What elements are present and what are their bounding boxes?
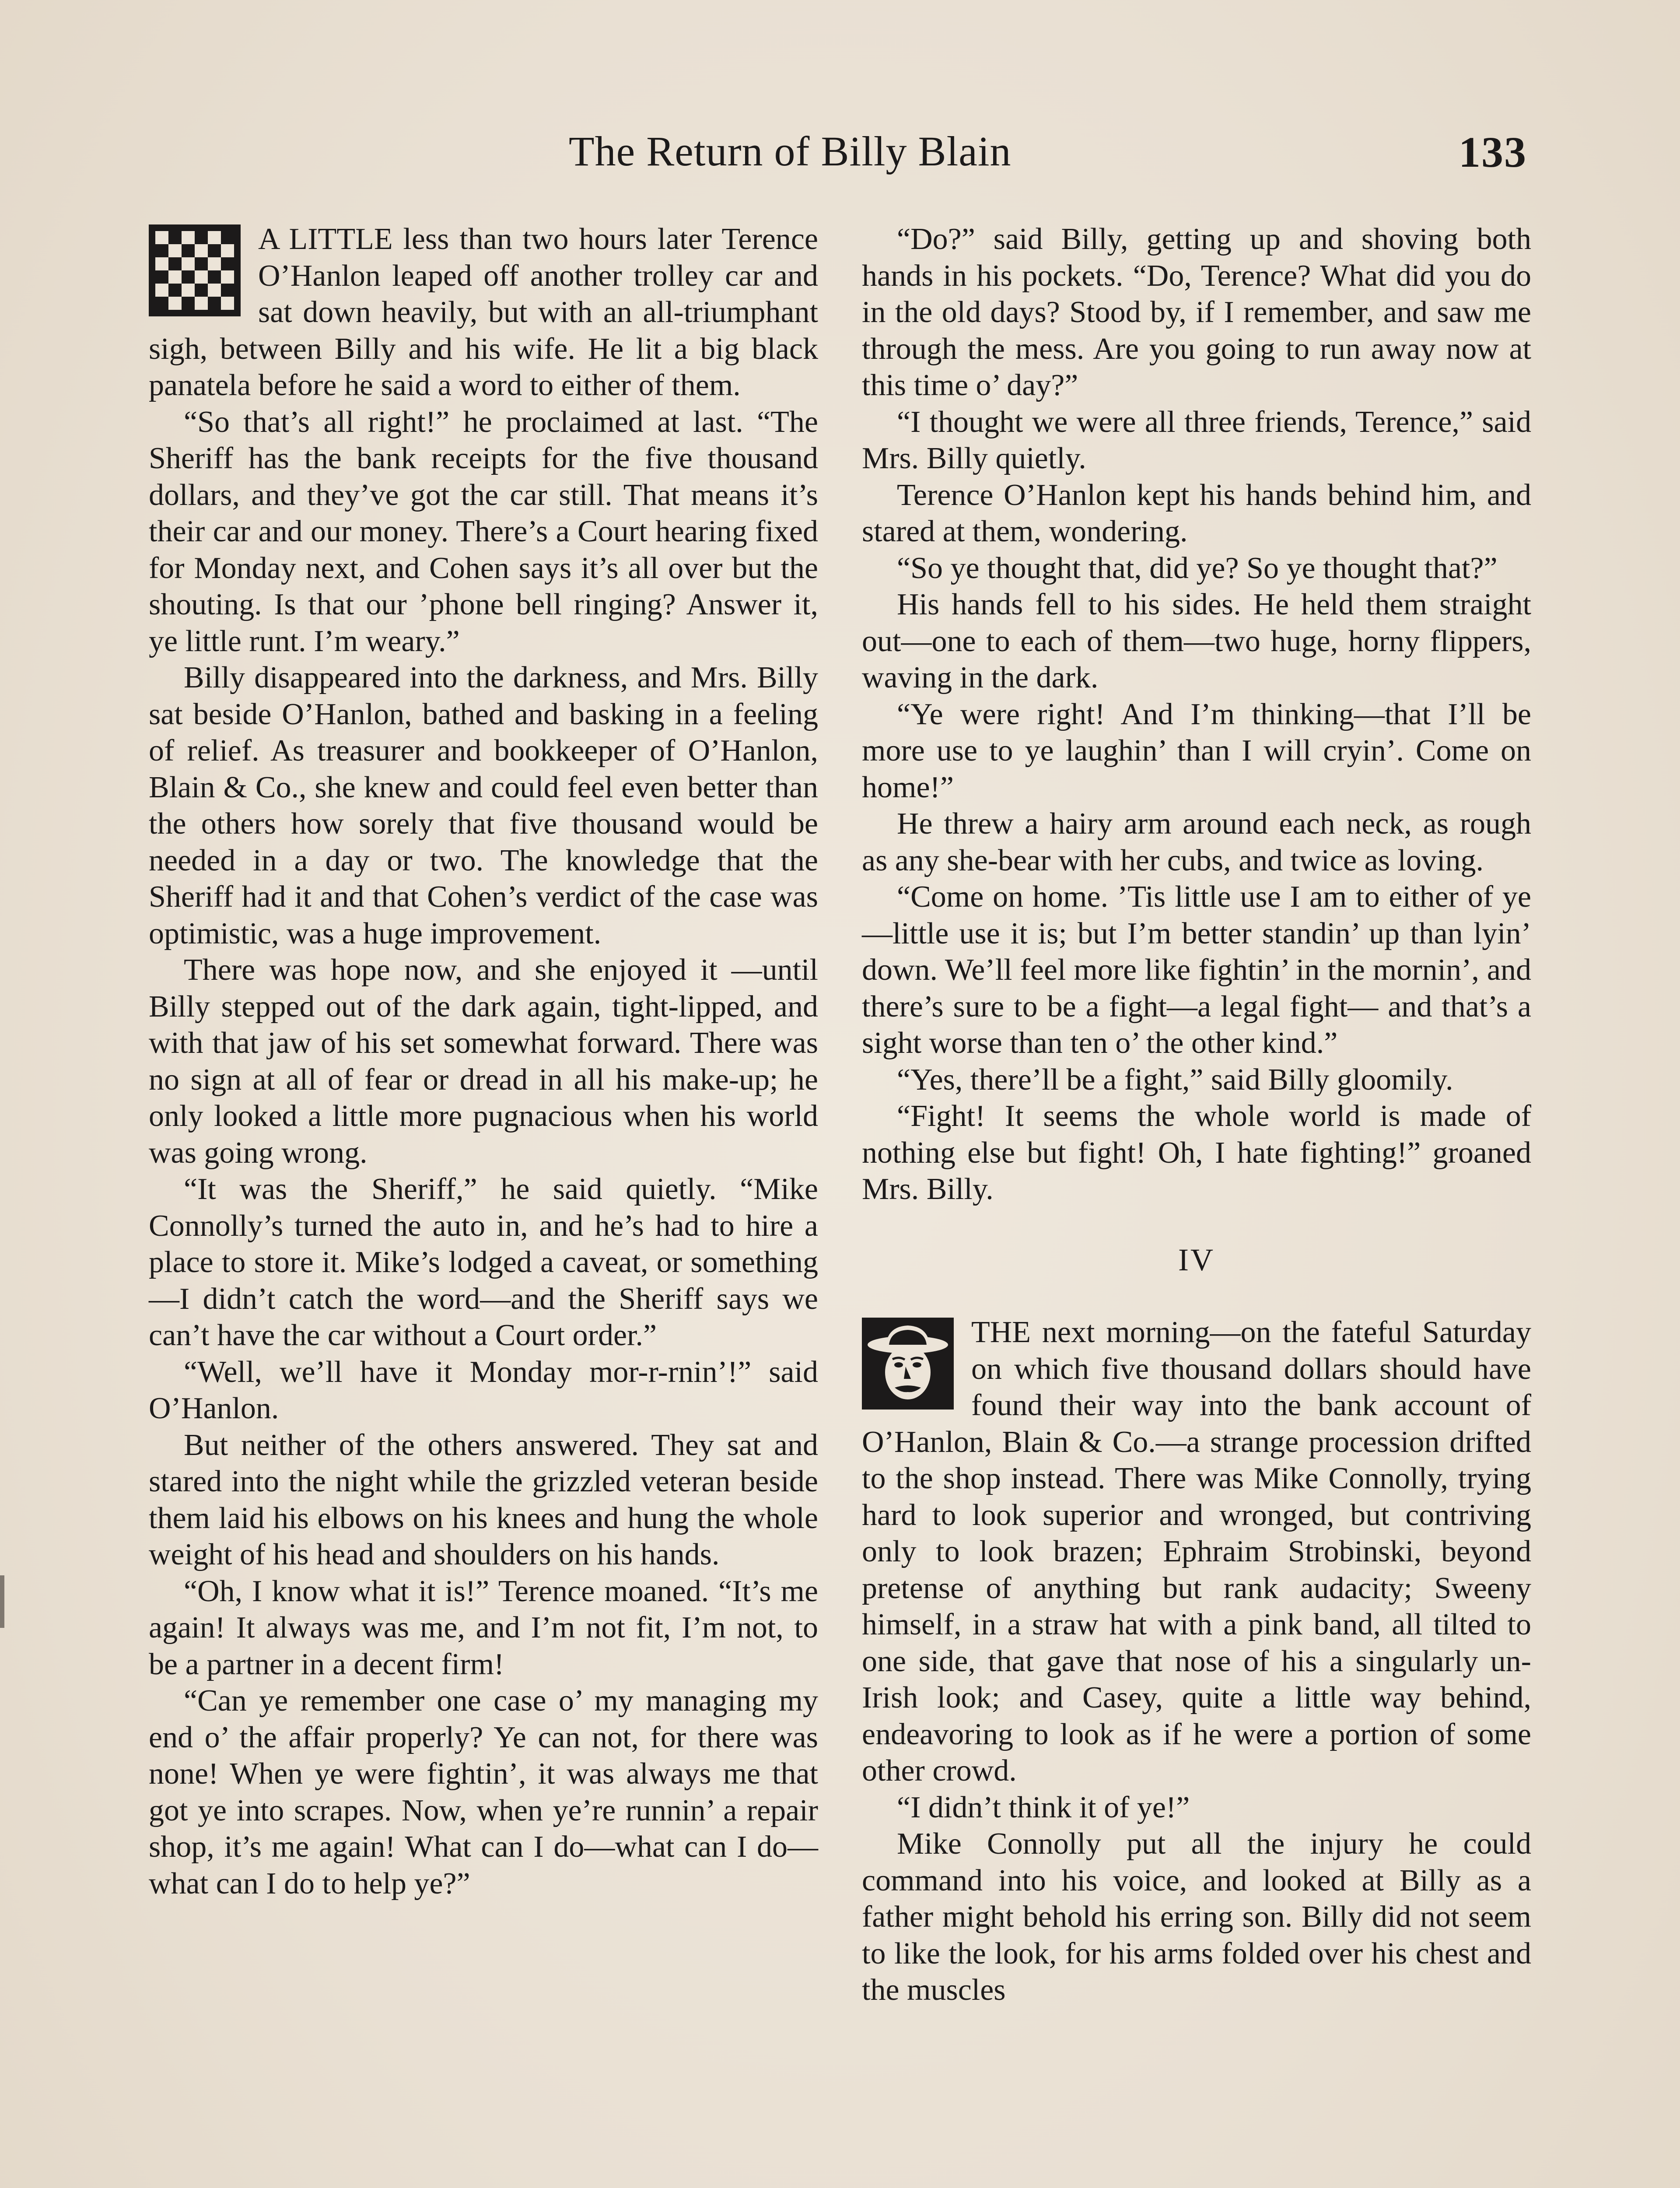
paragraph: “Ye were right! And I’m thinking—that I’ll be more use to ye laughin’ than I will cryin’. Come on home!” — [862, 697, 1531, 804]
paragraph: He threw a hairy arm around each neck, as rough as any she-bear with her cubs, and twice as loving. — [862, 807, 1531, 877]
page-number: 133 — [1459, 128, 1527, 176]
page-edge-mark — [0, 1575, 4, 1628]
paragraph: “So that’s all right!” he proclaimed at last. “The Sheriff has the bank receipts for the five thousand dollars, and they’ve got the car still. That means it’s their car and our money. There’s a Court hearing fixed for Monday next, and Cohen says it’s all over but the shouting. Is that our ’phone bell ringing? Answer it, ye little runt. I’m weary.” — [149, 405, 818, 658]
paragraph: “I thought we were all three friends, Terence,” said Mrs. Billy quietly. — [862, 405, 1531, 475]
cowboy-face-icon — [862, 1318, 954, 1410]
paragraph: “Can ye remember one case o’ my managing my end o’ the affair properly? Ye can not, for there was none! When ye were fightin’, it was always me that got ye into scrapes. Now, when ye’re runnin’ a repair shop, it’s me again! What can I do—what can I do—what can I do to help ye?” — [149, 1684, 818, 1900]
paragraph: THE next morning—on the fateful Saturday on which five thousand dollars should have found their way into the bank account of O’Hanlon, Blain & Co.—a strange procession drifted to the shop instead. There was Mike Connolly, trying hard to look superior and wronged, but contriving only to look brazen; Ephraim Strobinski, beyond pretense of anything but rank audacity; Sweeny himself, in a straw hat with a pink band, all tilted to one side, that gave that nose of his a singularly un-Irish look; and Casey, quite a little way behind, endeavoring to look as if he were a portion of some other crowd. — [862, 1315, 1531, 1788]
page-header — [149, 127, 1527, 184]
paragraph: Billy disappeared into the darkness, and Mrs. Billy sat beside O’Hanlon, bathed and basking in a feeling of relief. As treasurer and bookkeeper of O’Hanlon, Blain & Co., she knew and could feel even better than the others how sorely that five thousand would be needed in a day or two. The knowledge that the Sheriff had it and that Cohen’s verdict of the case was optimistic, was a huge improvement. — [149, 661, 818, 950]
paragraph: “So ye thought that, did ye? So ye thought that?” — [897, 551, 1498, 585]
paragraph: “Well, we’ll have it Monday mor-r-rnin’!” said O’Hanlon. — [149, 1355, 818, 1425]
paragraph: There was hope now, and she enjoyed it —until Billy stepped out of the dark again, tight-lipped, and with that jaw of his set somewhat forward. There was no sign at all of fear or dread in all his make-up; he only looked a little more pugnacious when his world was going wrong. — [149, 953, 818, 1170]
paragraph: “I didn’t think it of ye!” — [897, 1790, 1190, 1824]
section-heading: IV — [1178, 1242, 1215, 1277]
paragraph: “Fight! It seems the whole world is made of nothing else but fight! Oh, I hate fighting!” groaned Mrs. Billy. — [862, 1099, 1531, 1206]
paragraph: “Yes, there’ll be a fight,” said Billy gloomily. — [897, 1062, 1453, 1097]
right-column — [862, 221, 1531, 2009]
left-column — [149, 221, 818, 1902]
paragraph: “It was the Sheriff,” he said quietly. “Mike Connolly’s turned the auto in, and he’s had to hire a place to store it. Mike’s lodged a caveat, or something—I didn’t catch the word—and the Sheriff says we can’t have the car without a Court order.” — [149, 1172, 818, 1352]
paragraph: “Come on home. ’Tis little use I am to either of ye—little use it is; but I’m better standin’ up than lyin’ down. We’ll feel more like fightin’ in the mornin’, and there’s sure to be a fight—a legal fight— and that’s a sight worse than ten o’ the other kind.” — [862, 880, 1531, 1060]
paragraph: “Do?” said Billy, getting up and shoving both hands in his pockets. “Do, Terence? What did you do in the old days? Stood by, if I remember, and saw me through the mess. Are you going to run away now at this time o’ day?” — [862, 222, 1531, 402]
paragraph: His hands fell to his sides. He held them straight out—one to each of them—two huge, horny flippers, waving in the dark. — [862, 588, 1531, 694]
paragraph: But neither of the others answered. They sat and stared into the night while the grizzled veteran beside them laid his elbows on his knees and hung the whole weight of his head and shoulders on his hands. — [149, 1428, 818, 1571]
running-title: The Return of Billy Blain — [569, 128, 1012, 175]
paragraph: “Oh, I know what it is!” Terence moaned. “It’s me again! It always was me, and I’m not fit, I’m not, to be a partner in a decent firm! — [149, 1574, 818, 1681]
paragraph: Terence O’Hanlon kept his hands behind him, and stared at them, wondering. — [862, 478, 1531, 548]
paragraph: Mike Connolly put all the injury he could command into his voice, and looked at Billy as a father might behold his erring son. Billy did not seem to like the look, for his arms folded over his chest and the muscles — [862, 1827, 1531, 2007]
checkerboard-ornament-icon — [149, 224, 241, 316]
paragraph: A LITTLE less than two hours later Terence O’Hanlon leaped off another trolley car and sat down heavily, but with an all-triumphant sigh, between Billy and his wife. He lit a big black panatela before he said a word to either of them. — [149, 222, 818, 402]
